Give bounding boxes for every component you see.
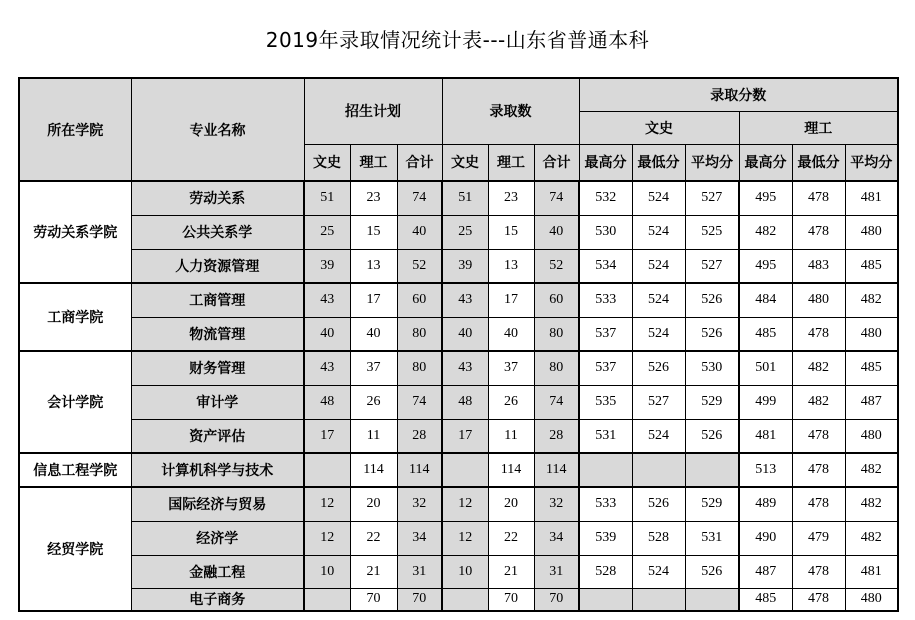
admit-cell: 52 (534, 249, 579, 283)
plan-cell: 74 (397, 181, 442, 215)
arts-score-cell (685, 453, 739, 487)
sci-score-cell: 478 (792, 317, 845, 351)
arts-score-cell: 525 (685, 215, 739, 249)
table-row (19, 588, 898, 611)
arts-score-cell: 529 (685, 385, 739, 419)
sci-score-cell: 483 (792, 249, 845, 283)
admit-cell: 74 (534, 385, 579, 419)
sci-score-cell: 482 (792, 385, 845, 419)
admit-cell: 32 (534, 487, 579, 521)
header-admit-science: 理工 (488, 144, 534, 181)
arts-score-cell: 526 (685, 555, 739, 588)
arts-score-cell: 535 (579, 385, 632, 419)
major-cell: 物流管理 (131, 317, 304, 351)
arts-score-cell: 526 (685, 283, 739, 317)
plan-cell (304, 588, 350, 611)
arts-score-cell: 528 (579, 555, 632, 588)
admit-cell: 17 (442, 419, 488, 453)
plan-cell: 51 (304, 181, 350, 215)
plan-cell: 39 (304, 249, 350, 283)
header-plan: 招生计划 (304, 78, 442, 144)
admit-cell: 114 (488, 453, 534, 487)
arts-score-cell: 532 (579, 181, 632, 215)
arts-score-cell (579, 588, 632, 611)
plan-cell: 12 (304, 521, 350, 555)
sci-score-cell: 495 (739, 249, 792, 283)
plan-cell: 32 (397, 487, 442, 521)
arts-score-cell: 526 (685, 419, 739, 453)
admit-cell: 15 (488, 215, 534, 249)
admit-cell: 48 (442, 385, 488, 419)
table-row (19, 521, 898, 555)
sci-score-cell: 481 (845, 555, 898, 588)
header-sci-avg: 平均分 (845, 144, 898, 181)
admit-cell: 70 (534, 588, 579, 611)
sci-score-cell: 489 (739, 487, 792, 521)
plan-cell: 21 (350, 555, 397, 588)
sci-score-cell: 485 (845, 351, 898, 385)
major-cell: 公共关系学 (131, 215, 304, 249)
table-row (19, 487, 898, 521)
admit-cell: 80 (534, 351, 579, 385)
sci-score-cell: 478 (792, 588, 845, 611)
major-cell: 劳动关系 (131, 181, 304, 215)
arts-score-cell (685, 588, 739, 611)
table-row (19, 419, 898, 453)
college-cell: 经贸学院 (19, 487, 131, 611)
plan-cell: 20 (350, 487, 397, 521)
admit-cell: 43 (442, 283, 488, 317)
admit-cell: 13 (488, 249, 534, 283)
admit-cell: 12 (442, 521, 488, 555)
sci-score-cell: 481 (845, 181, 898, 215)
sci-score-cell: 485 (739, 588, 792, 611)
arts-score-cell: 530 (685, 351, 739, 385)
plan-cell: 17 (350, 283, 397, 317)
plan-cell: 114 (397, 453, 442, 487)
arts-score-cell: 524 (632, 317, 685, 351)
arts-score-cell: 524 (632, 215, 685, 249)
major-cell: 审计学 (131, 385, 304, 419)
arts-score-cell: 528 (632, 521, 685, 555)
header-plan-science: 理工 (350, 144, 397, 181)
admission-table (18, 77, 899, 612)
admit-cell: 31 (534, 555, 579, 588)
arts-score-cell: 524 (632, 249, 685, 283)
header-sci-min: 最低分 (792, 144, 845, 181)
arts-score-cell (579, 453, 632, 487)
table-row (19, 453, 898, 487)
table-row (19, 385, 898, 419)
plan-cell: 17 (304, 419, 350, 453)
plan-cell: 34 (397, 521, 442, 555)
table-row (19, 351, 898, 385)
plan-cell: 114 (350, 453, 397, 487)
sci-score-cell: 482 (792, 351, 845, 385)
arts-score-cell: 526 (632, 351, 685, 385)
plan-cell: 11 (350, 419, 397, 453)
sci-score-cell: 485 (739, 317, 792, 351)
plan-cell: 25 (304, 215, 350, 249)
sci-score-cell: 495 (739, 181, 792, 215)
plan-cell: 31 (397, 555, 442, 588)
major-cell: 电子商务 (131, 588, 304, 611)
arts-score-cell: 524 (632, 283, 685, 317)
arts-score-cell: 524 (632, 419, 685, 453)
admit-cell: 37 (488, 351, 534, 385)
arts-score-cell: 527 (685, 249, 739, 283)
sci-score-cell: 478 (792, 181, 845, 215)
arts-score-cell: 534 (579, 249, 632, 283)
plan-cell: 80 (397, 351, 442, 385)
plan-cell: 40 (350, 317, 397, 351)
plan-cell: 13 (350, 249, 397, 283)
table-row (19, 181, 898, 215)
admit-cell: 80 (534, 317, 579, 351)
major-cell: 国际经济与贸易 (131, 487, 304, 521)
admit-cell: 23 (488, 181, 534, 215)
plan-cell: 37 (350, 351, 397, 385)
arts-score-cell: 527 (685, 181, 739, 215)
major-cell: 经济学 (131, 521, 304, 555)
sci-score-cell: 480 (845, 317, 898, 351)
admit-cell: 40 (488, 317, 534, 351)
arts-score-cell: 529 (685, 487, 739, 521)
admit-cell: 26 (488, 385, 534, 419)
plan-cell: 28 (397, 419, 442, 453)
plan-cell: 22 (350, 521, 397, 555)
admit-cell (442, 453, 488, 487)
college-cell: 会计学院 (19, 351, 131, 453)
header-scores-science: 理工 (739, 111, 898, 144)
sci-score-cell: 478 (792, 215, 845, 249)
admit-cell: 17 (488, 283, 534, 317)
arts-score-cell: 527 (632, 385, 685, 419)
plan-cell: 52 (397, 249, 442, 283)
admit-cell: 11 (488, 419, 534, 453)
arts-score-cell: 531 (685, 521, 739, 555)
header-scores: 录取分数 (579, 78, 898, 111)
plan-cell: 70 (397, 588, 442, 611)
plan-cell: 70 (350, 588, 397, 611)
admit-cell: 20 (488, 487, 534, 521)
sci-score-cell: 487 (845, 385, 898, 419)
plan-cell: 40 (397, 215, 442, 249)
sci-score-cell: 499 (739, 385, 792, 419)
sci-score-cell: 479 (792, 521, 845, 555)
major-cell: 人力资源管理 (131, 249, 304, 283)
sci-score-cell: 480 (845, 419, 898, 453)
header-college: 所在学院 (19, 78, 131, 181)
admit-cell: 39 (442, 249, 488, 283)
major-cell: 金融工程 (131, 555, 304, 588)
admit-cell: 40 (442, 317, 488, 351)
arts-score-cell: 537 (579, 351, 632, 385)
sci-score-cell: 482 (739, 215, 792, 249)
plan-cell (304, 453, 350, 487)
plan-cell: 12 (304, 487, 350, 521)
sci-score-cell: 478 (792, 555, 845, 588)
plan-cell: 23 (350, 181, 397, 215)
admit-cell: 43 (442, 351, 488, 385)
plan-cell: 10 (304, 555, 350, 588)
admit-cell: 28 (534, 419, 579, 453)
admit-cell: 40 (534, 215, 579, 249)
plan-cell: 43 (304, 283, 350, 317)
sci-score-cell: 478 (792, 419, 845, 453)
admit-cell: 34 (534, 521, 579, 555)
college-cell: 工商学院 (19, 283, 131, 351)
header-scores-arts: 文史 (579, 111, 739, 144)
arts-score-cell: 539 (579, 521, 632, 555)
header-plan-arts: 文史 (304, 144, 350, 181)
sci-score-cell: 480 (845, 215, 898, 249)
table-row (19, 215, 898, 249)
sci-score-cell: 480 (845, 588, 898, 611)
admit-cell: 25 (442, 215, 488, 249)
header-major: 专业名称 (131, 78, 304, 181)
admit-cell (442, 588, 488, 611)
plan-cell: 48 (304, 385, 350, 419)
college-cell: 劳动关系学院 (19, 181, 131, 283)
table-row (19, 283, 898, 317)
sci-score-cell: 482 (845, 487, 898, 521)
admit-cell: 114 (534, 453, 579, 487)
arts-score-cell (632, 588, 685, 611)
page-title: 2019年录取情况统计表---山东省普通本科 (265, 28, 650, 52)
admit-cell: 70 (488, 588, 534, 611)
header-arts-avg: 平均分 (685, 144, 739, 181)
admit-cell: 74 (534, 181, 579, 215)
arts-score-cell: 531 (579, 419, 632, 453)
header-sci-max: 最高分 (739, 144, 792, 181)
sci-score-cell: 490 (739, 521, 792, 555)
arts-score-cell: 530 (579, 215, 632, 249)
arts-score-cell: 533 (579, 487, 632, 521)
arts-score-cell (632, 453, 685, 487)
arts-score-cell: 526 (685, 317, 739, 351)
sci-score-cell: 482 (845, 521, 898, 555)
plan-cell: 60 (397, 283, 442, 317)
college-cell: 信息工程学院 (19, 453, 131, 487)
plan-cell: 74 (397, 385, 442, 419)
admit-cell: 22 (488, 521, 534, 555)
sci-score-cell: 513 (739, 453, 792, 487)
major-cell: 财务管理 (131, 351, 304, 385)
sci-score-cell: 485 (845, 249, 898, 283)
admit-cell: 60 (534, 283, 579, 317)
sci-score-cell: 484 (739, 283, 792, 317)
admit-cell: 10 (442, 555, 488, 588)
sci-score-cell: 487 (739, 555, 792, 588)
arts-score-cell: 524 (632, 181, 685, 215)
sci-score-cell: 501 (739, 351, 792, 385)
plan-cell: 26 (350, 385, 397, 419)
header-admit-arts: 文史 (442, 144, 488, 181)
table-row (19, 249, 898, 283)
admit-cell: 21 (488, 555, 534, 588)
arts-score-cell: 537 (579, 317, 632, 351)
major-cell: 计算机科学与技术 (131, 453, 304, 487)
arts-score-cell: 533 (579, 283, 632, 317)
header-admit-total: 合计 (534, 144, 579, 181)
table-row (19, 555, 898, 588)
header-arts-min: 最低分 (632, 144, 685, 181)
sci-score-cell: 478 (792, 453, 845, 487)
major-cell: 工商管理 (131, 283, 304, 317)
major-cell: 资产评估 (131, 419, 304, 453)
plan-cell: 40 (304, 317, 350, 351)
plan-cell: 43 (304, 351, 350, 385)
arts-score-cell: 524 (632, 555, 685, 588)
plan-cell: 80 (397, 317, 442, 351)
sci-score-cell: 481 (739, 419, 792, 453)
arts-score-cell: 526 (632, 487, 685, 521)
header-arts-max: 最高分 (579, 144, 632, 181)
header-plan-total: 合计 (397, 144, 442, 181)
admit-cell: 12 (442, 487, 488, 521)
sci-score-cell: 482 (845, 283, 898, 317)
table-row (19, 317, 898, 351)
sci-score-cell: 480 (792, 283, 845, 317)
header-admitted: 录取数 (442, 78, 579, 144)
plan-cell: 15 (350, 215, 397, 249)
sci-score-cell: 482 (845, 453, 898, 487)
admit-cell: 51 (442, 181, 488, 215)
sci-score-cell: 478 (792, 487, 845, 521)
